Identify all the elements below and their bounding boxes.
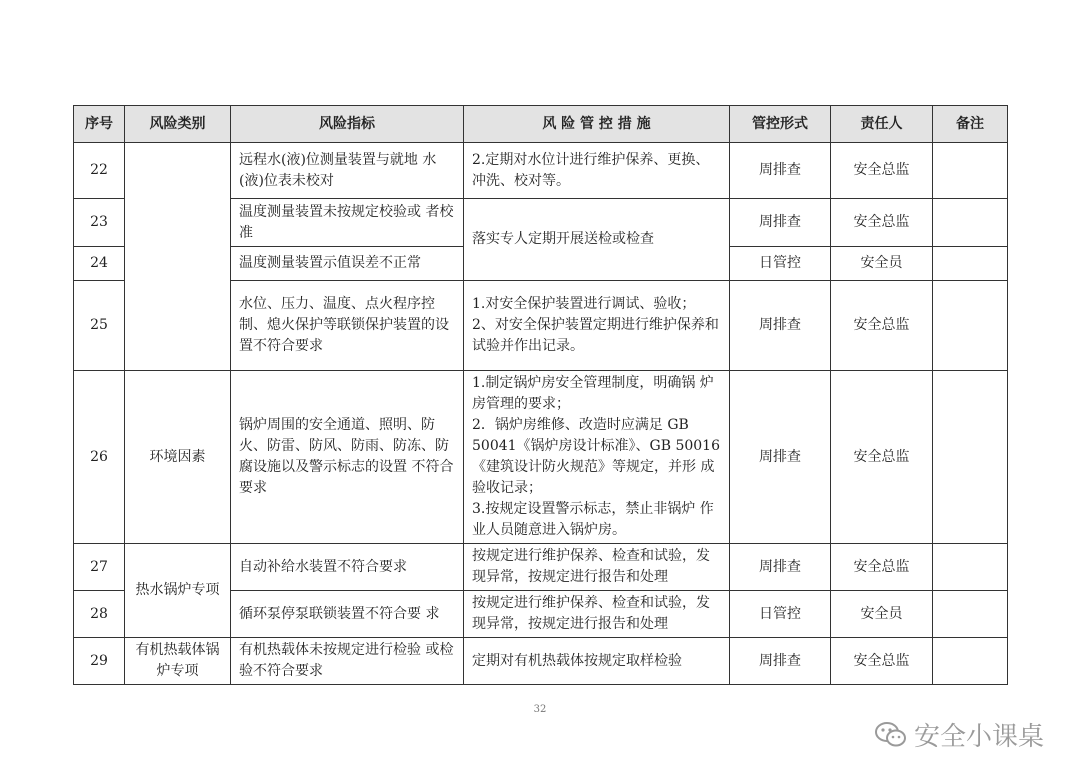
row-no: 24 (74, 247, 125, 281)
row-form: 周排查 (730, 199, 831, 247)
row-form: 日管控 (730, 591, 831, 638)
row-note (933, 281, 1008, 371)
row-measure: 2.定期对水位计进行维护保养、更换、 冲洗、校对等。 (464, 143, 730, 199)
row-note (933, 638, 1008, 685)
header-form: 管控形式 (730, 106, 831, 143)
measure-line: 2．锅炉房维修、改造时应满足 GB 50041《锅炉房设计标准》、GB 50016《建筑设计防火规范》等规定，并形 成验收记录； (472, 417, 720, 496)
row-indicator: 温度测量装置未按规定校验或 者校准 (231, 199, 464, 247)
measure-line: 1.对安全保护装置进行调试、验收； (472, 296, 696, 312)
watermark-text: 安全小课桌 (913, 722, 1044, 752)
row-indicator: 循环泵停泵联锁装置不符合要 求 (231, 591, 464, 638)
row-indicator: 远程水(液)位测量装置与就地 水(液)位表未校对 (231, 143, 464, 199)
table-row (74, 143, 1008, 199)
row-measure: 按规定进行维护保养、检查和试验，发现异常，按规定进行报告和处理 (464, 544, 730, 591)
row-indicator: 水位、压力、温度、点火程序控制、熄火保护等联锁保护装置的设置不符合要求 (231, 281, 464, 371)
header-indicator: 风险指标 (231, 106, 464, 143)
row-indicator: 自动补给水装置不符合要求 (231, 544, 464, 591)
row-note (933, 544, 1008, 591)
measure-line: 3.按规定设置警示标志，禁止非锅炉 作业人员随意进入锅炉房。 (472, 501, 714, 538)
row-form: 周排查 (730, 371, 831, 544)
row-note (933, 371, 1008, 544)
row-category: 环境因素 (125, 371, 231, 544)
watermark (874, 716, 1044, 753)
risk-control-table (73, 105, 1008, 685)
row-person: 安全员 (831, 247, 933, 281)
row-note (933, 247, 1008, 281)
row-no: 22 (74, 143, 125, 199)
page-number: 32 (533, 704, 547, 715)
row-no: 27 (74, 544, 125, 591)
table-row (74, 544, 1008, 591)
row-note (933, 199, 1008, 247)
table-row (74, 371, 1008, 544)
table-row (74, 638, 1008, 685)
row-category-empty (125, 143, 231, 371)
row-measure-merged: 落实专人定期开展送检或检查 (464, 199, 730, 281)
header-person: 责任人 (831, 106, 933, 143)
row-form: 周排查 (730, 638, 831, 685)
header-category: 风险类别 (125, 106, 231, 143)
row-no: 29 (74, 638, 125, 685)
row-person: 安全总监 (831, 281, 933, 371)
row-person: 安全总监 (831, 371, 933, 544)
row-indicator: 有机热载体未按规定进行检验 或检验不符合要求 (231, 638, 464, 685)
row-note (933, 591, 1008, 638)
row-measure (464, 371, 730, 544)
row-no: 23 (74, 199, 125, 247)
row-form: 日管控 (730, 247, 831, 281)
row-person: 安全总监 (831, 544, 933, 591)
header-no: 序号 (74, 106, 125, 143)
row-measure (464, 281, 730, 371)
measure-line: 1.制定锅炉房安全管理制度，明确锅 炉房管理的要求； (472, 375, 714, 412)
row-form: 周排查 (730, 544, 831, 591)
row-person: 安全员 (831, 591, 933, 638)
row-category: 有机热载体锅炉专项 (125, 638, 231, 685)
row-form: 周排查 (730, 143, 831, 199)
row-no: 28 (74, 591, 125, 638)
row-no: 25 (74, 281, 125, 371)
row-indicator: 温度测量装置示值误差不正常 (231, 247, 464, 281)
row-category-merged: 热水锅炉专项 (125, 544, 231, 638)
row-no: 26 (74, 371, 125, 544)
header-note: 备注 (933, 106, 1008, 143)
row-form: 周排查 (730, 281, 831, 371)
row-indicator: 锅炉周围的安全通道、照明、防火、防雷、防风、防雨、防冻、防腐设施以及警示标志的设置 不符合要求 (231, 371, 464, 544)
row-person: 安全总监 (831, 638, 933, 685)
row-measure: 按规定进行维护保养、检查和试验，发现异常，按规定进行报告和处理 (464, 591, 730, 638)
measure-line: 2、对安全保护装置定期进行维护保养和试验并作出记录。 (472, 317, 719, 354)
row-person: 安全总监 (831, 199, 933, 247)
table-header-row (74, 106, 1008, 143)
row-measure: 定期对有机热载体按规定取样检验 (464, 638, 730, 685)
wechat-icon (874, 720, 908, 750)
row-note (933, 143, 1008, 199)
row-person: 安全总监 (831, 143, 933, 199)
header-measure: 风 险 管 控 措 施 (464, 106, 730, 143)
